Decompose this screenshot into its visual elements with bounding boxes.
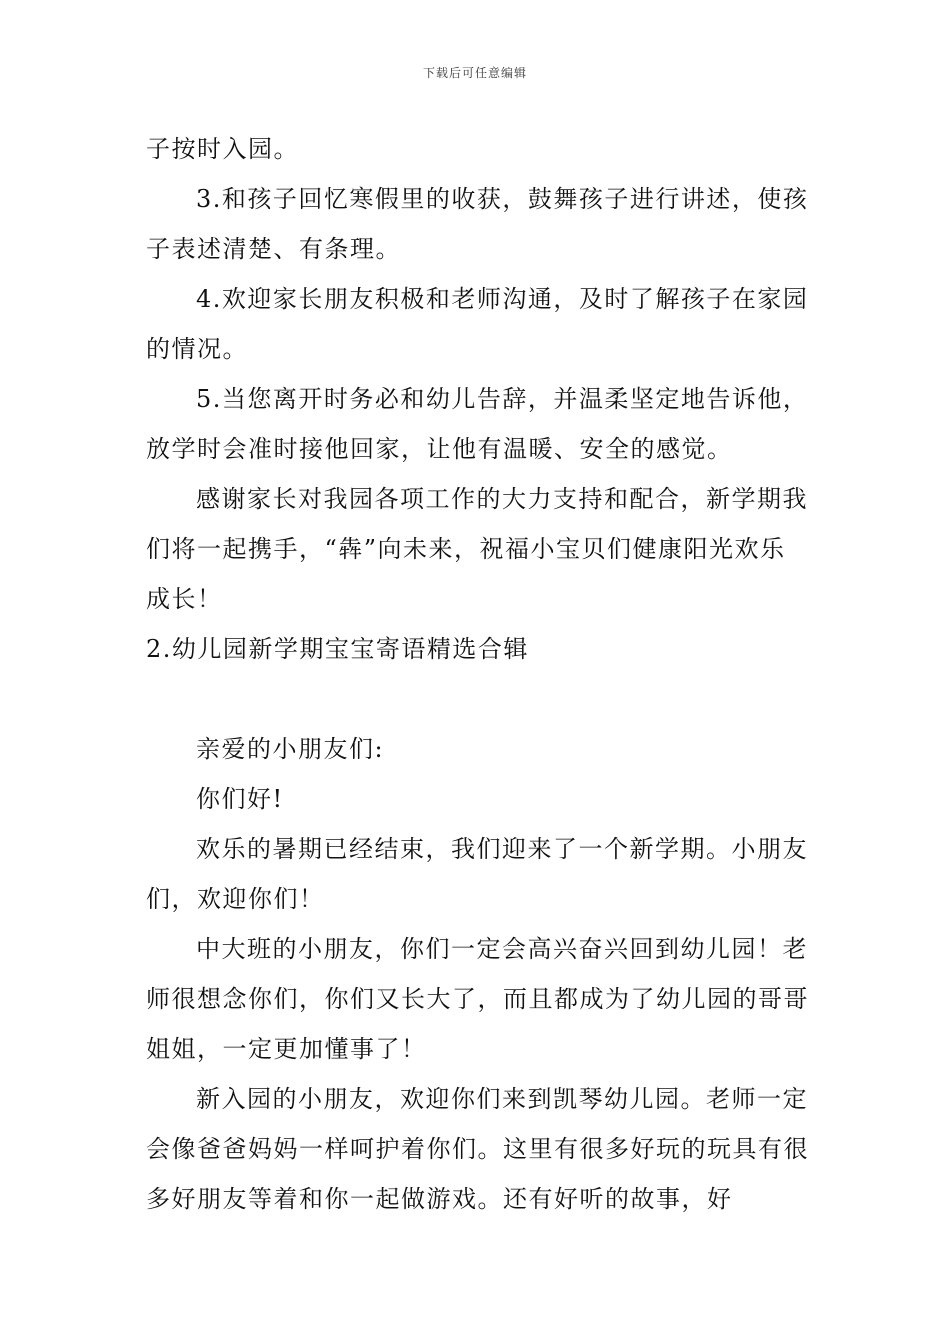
paragraph: 欢乐的暑期已经结束，我们迎来了一个新学期。小朋友们，欢迎你们！ (146, 835, 808, 913)
page-header: 下载后可任意编辑 (422, 66, 527, 80)
greeting: 你们好! (196, 785, 284, 813)
paragraph: 5.当您离开时务必和幼儿告辞，并温柔坚定地告诉他，放学时会准时接他回家，让他有温暖、安全的感觉。 (146, 385, 809, 463)
paragraph: 感谢家长对我园各项工作的大力支持和配合，新学期我们将一起携手，“犇”向未来，祝福小宝贝们健康阳光欢乐成长！ (146, 485, 808, 613)
salutation: 亲爱的小朋友们: (196, 735, 385, 763)
blank-line (146, 674, 810, 724)
paragraph: 子按时入园。 (146, 135, 299, 163)
paragraph: 4.欢迎家长朋友积极和老师沟通，及时了解孩子在家园的情况。 (146, 285, 809, 363)
document-body (146, 124, 810, 1224)
paragraph: 3.和孩子回忆寒假里的收获，鼓舞孩子进行讲述，使孩子表述清楚、有条理。 (146, 185, 809, 263)
paragraph: 中大班的小朋友，你们一定会高兴奋兴回到幼儿园！老师很想念你们，你们又长大了，而且都成为了幼儿园的哥哥姐姐，一定更加懂事了！ (146, 935, 809, 1063)
paragraph: 新入园的小朋友，欢迎你们来到凯琴幼儿园。老师一定会像爸爸妈妈一样呵护着你们。这里有很多好玩的玩具有很多好朋友等着和你一起做游戏。还有好听的故事，好 (146, 1085, 809, 1213)
section-heading: 2.幼儿园新学期宝宝寄语精选合辑 (146, 635, 529, 663)
